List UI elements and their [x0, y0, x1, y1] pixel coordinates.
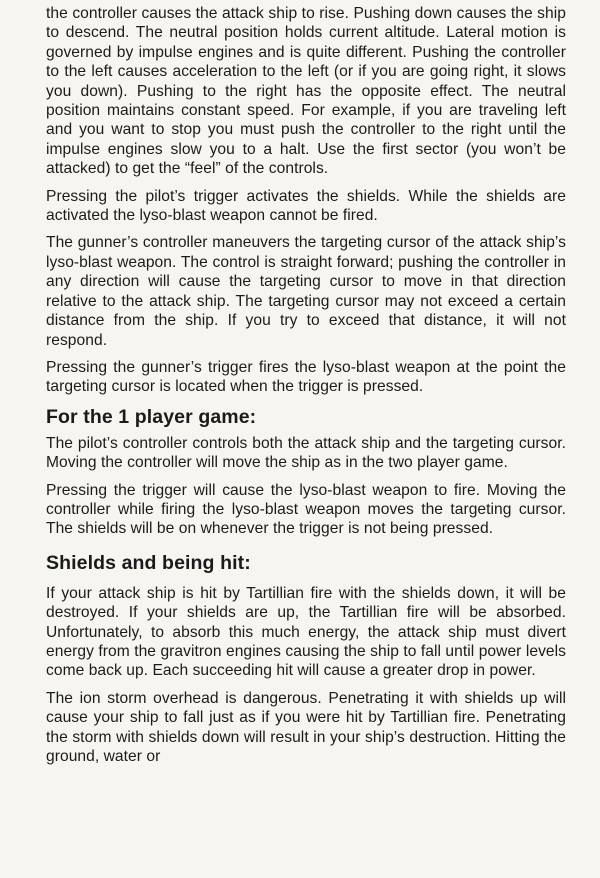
paragraph-controls: the controller causes the attack ship to rise. Pushing down causes the ship to descend. The neutral position holds current altitude. Lateral motion is governed by impulse engines and is quite different. Pushing the controller to the left causes acceleration to the left (or if you are going right, it slows you down). Pushing to the right has the opposite effect. The neutral position maintains constant speed. For example, if you are traveling left and you want to stop you must push the controller to the right until the impulse engines slow you to a halt. Use the first sector (you won’t be attacked) to get the “feel” of the controls. [46, 5, 566, 178]
paragraph-ion-storm: The ion storm overhead is dangerous. Penetrating it with shields up will cause your ship to fall just as if you were hit by Tartillian fire. Penetrating the storm with shields down will result in your ship’s destruction. Hitting the ground, water or [46, 689, 566, 765]
manual-page [46, 4, 566, 774]
paragraph-one-player-controller: The pilot’s controller controls both the attack ship and the targeting cursor. Moving the controller will move the ship as in the two player game. [46, 434, 566, 472]
paragraph-pilot-trigger: Pressing the pilot’s trigger activates the shields. While the shields are activated the lyso-blast weapon cannot be fired. [46, 187, 566, 225]
paragraph-gunner-trigger: Pressing the gunner’s trigger fires the lyso-blast weapon at the point the targeting cursor is located when the trigger is pressed. [46, 358, 566, 396]
paragraph-shields-hit: If your attack ship is hit by Tartillian fire with the shields down, it will be destroyed. If your shields are up, the Tartillian fire will be absorbed. Unfortunately, to absorb this much energy, the attack ship must divert energy from the gravitron engines causing the ship to fall until power levels come back up. Each succeeding hit will cause a greater drop in power. [46, 584, 566, 680]
paragraph-gunner-controller: The gunner’s controller maneuvers the targeting cursor of the attack ship’s lyso-blast weapon. The control is straight forward; pushing the controller in any direction will cause the targeting cursor to move in that direction relative to the attack ship. The targeting cursor may not exceed a certain distance from the ship. If you try to exceed that distance, it will not respond. [46, 234, 566, 349]
heading-shields: Shields and being hit: [46, 551, 251, 574]
heading-one-player: For the 1 player game: [46, 405, 257, 428]
paragraph-one-player-trigger: Pressing the trigger will cause the lyso-blast weapon to fire. Moving the controller while firing the lyso-blast weapon moves the targeting cursor. The shields will be on whenever the trigger is not being pressed. [46, 481, 566, 538]
